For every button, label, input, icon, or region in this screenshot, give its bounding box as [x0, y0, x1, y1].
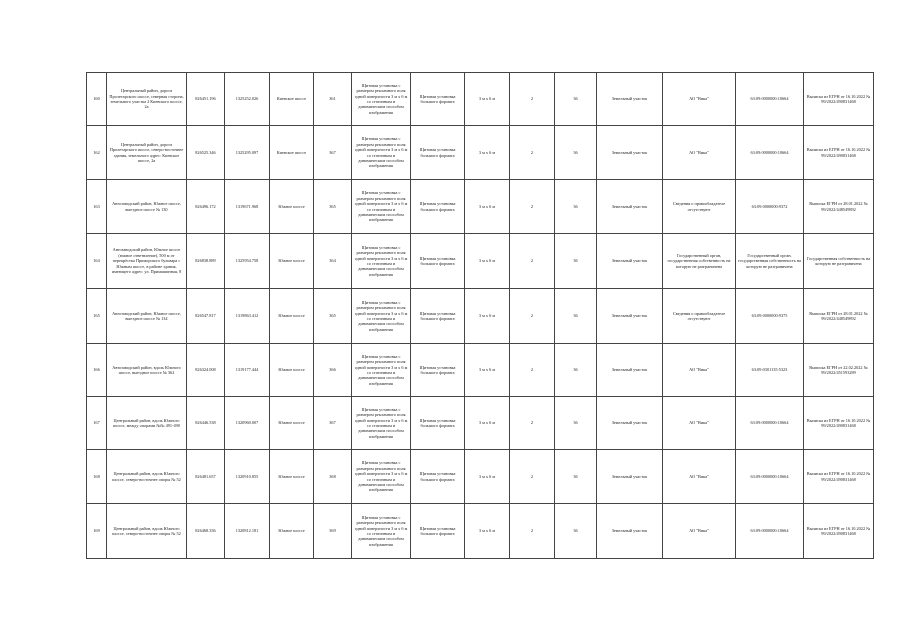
type-cell: Щитовая установка большого формата [411, 234, 465, 289]
row-number: 169 [87, 504, 107, 559]
address-cell: Центральный район, вдоль Южного шоссе, северо-восточнее опоры № 52 [107, 504, 187, 559]
km-cell: 367 [314, 126, 352, 180]
area-cell: 36 [555, 504, 597, 559]
address-cell: Центральный район, дорога Пролетарского шоссе, северо-восточнее здания, земельного адрес: Киевское шоссе, 2а [107, 126, 187, 180]
cadastral-number-cell: 63:09:0000000:10664 [736, 73, 804, 126]
km-cell: 367 [314, 397, 352, 450]
owner-cell: АО "Вика" [663, 73, 736, 126]
row-number: 167 [87, 397, 107, 450]
type-cell: Щитовая установка большого формата [411, 126, 465, 180]
address-cell: Центральный район, вдоль Южного шоссе, между опорами №№ 491-490 [107, 397, 187, 450]
land-category-cell: Земельный участок [597, 450, 663, 504]
road-cell: Киевское шоссе [270, 126, 314, 180]
coord-x-cell: 826838.889 [187, 234, 225, 289]
type-cell: Щитовая установка большого формата [411, 450, 465, 504]
area-cell: 36 [555, 344, 597, 397]
owner-cell: Государственный орган, государственная собственность на которую не разграничена [663, 234, 736, 289]
documents-cell: Выписка из ЕГРН от 16.10.2022 № 99/2022/490831468 [804, 73, 874, 126]
sides-cell: 2 [510, 397, 555, 450]
coord-y-cell: 1320910.855 [225, 450, 270, 504]
documents-cell: Выписка ЕГРН от 22.02.2022 № 99/2022/451593289 [804, 344, 874, 397]
documents-cell: Выписка из ЕГРН от 16.10.2022 № 99/2022/490831468 [804, 450, 874, 504]
coord-x-cell: 826451.196 [187, 73, 225, 126]
road-cell: Южное шоссе [270, 180, 314, 234]
spec-cell: Щитовая установка с размером рекламного поля одной поверхности 3 м x 6 м со статичным и динамическим способом изображения [352, 234, 411, 289]
coord-x-cell: 826496.172 [187, 180, 225, 234]
km-cell: 364 [314, 234, 352, 289]
owner-cell: АО "Вика" [663, 450, 736, 504]
road-cell: Южное шоссе [270, 344, 314, 397]
type-cell: Щитовая установка большого формата [411, 73, 465, 126]
spec-cell: Щитовая установка с размером рекламного поля одной поверхности 3 м x 6 м со статичным и динамическим способом изображения [352, 73, 411, 126]
cadastral-number-cell: Государственный орган, государственная собственность на которую не разграничена [736, 234, 804, 289]
address-cell: Автозаводский район, вдоль Южного шоссе, выездное шоссе № 362 [107, 344, 187, 397]
documents-cell: Государственная собственность на которую не разграничена [804, 234, 874, 289]
cadastral-number-cell: 63:09:0000000:10664 [736, 126, 804, 180]
owner-cell: Сведения о правообладателе отсутствуют [663, 180, 736, 234]
documents-cell: Выписка из ЕГРН от 16.10.2022 № 99/2022/490831468 [804, 504, 874, 559]
row-number: 168 [87, 450, 107, 504]
size-cell: 3 м x 6 м [465, 344, 510, 397]
owner-cell: Сведения о правообладателе отсутствуют [663, 289, 736, 344]
size-cell: 3 м x 6 м [465, 126, 510, 180]
address-cell: Центральный район, дорога Пролетарского шоссе, северная сторона, земельного участка 2 Киевского шоссе, 2а [107, 73, 187, 126]
size-cell: 3 м x 6 м [465, 450, 510, 504]
coord-x-cell: 826468.336 [187, 504, 225, 559]
spec-cell: Щитовая установка с размером рекламного поля одной поверхности 3 м x 6 м со статичным и динамическим способом изображения [352, 344, 411, 397]
area-cell: 36 [555, 397, 597, 450]
sides-cell: 2 [510, 504, 555, 559]
area-cell: 36 [555, 450, 597, 504]
coord-x-cell: 826525.346 [187, 126, 225, 180]
coord-y-cell: 1325252.026 [225, 73, 270, 126]
documents-cell: Выписка ЕГРН от 28.01.2022 № 99/2022/448549892 [804, 289, 874, 344]
cadastral-number-cell: 63:09:0000000:10664 [736, 504, 804, 559]
coord-x-cell: 826324.008 [187, 344, 225, 397]
road-cell: Южное шоссе [270, 289, 314, 344]
land-category-cell: Земельный участок [597, 126, 663, 180]
table-row [87, 289, 874, 344]
coord-x-cell: 826547.817 [187, 289, 225, 344]
table-row [87, 126, 874, 180]
coord-x-cell: 826481.657 [187, 450, 225, 504]
cadastral-number-cell: 63:09:0000000:10664 [736, 450, 804, 504]
sides-cell: 2 [510, 289, 555, 344]
documents-cell: Выписка из ЕГРН от 16.10.2022 № 99/2022/490831468 [804, 397, 874, 450]
sides-cell: 2 [510, 180, 555, 234]
km-cell: 361 [314, 73, 352, 126]
coord-y-cell: 1319863.412 [225, 289, 270, 344]
type-cell: Щитовая установка большого формата [411, 504, 465, 559]
owner-cell: АО "Вика" [663, 126, 736, 180]
road-cell: Южное шоссе [270, 504, 314, 559]
coord-y-cell: 1325295.097 [225, 126, 270, 180]
sides-cell: 2 [510, 344, 555, 397]
spec-cell: Щитовая установка с размером рекламного поля одной поверхности 3 м x 6 м со статичным и динамическим способом изображения [352, 504, 411, 559]
row-number: 164 [87, 234, 107, 289]
row-number: 165 [87, 289, 107, 344]
owner-cell: АО "Вика" [663, 504, 736, 559]
area-cell: 36 [555, 289, 597, 344]
sides-cell: 2 [510, 450, 555, 504]
type-cell: Щитовая установка большого формата [411, 180, 465, 234]
size-cell: 3 м x 6 м [465, 73, 510, 126]
cadastral-number-cell: 63:09:0000000:9372 [736, 180, 804, 234]
area-cell: 36 [555, 73, 597, 126]
address-cell: Автозаводский район, Южное шоссе (южное ответвление), 500 м от перекрёстка Приморского бульвара с Южным шоссе, в районе здания, имеющего адрес: ул. Примашинная, 8 [107, 234, 187, 289]
cadastral-number-cell: 63:09:0000000:9375 [736, 289, 804, 344]
table-row [87, 73, 874, 126]
spec-cell: Щитовая установка с размером рекламного поля одной поверхности 3 м x 6 м со статичным и динамическим способом изображения [352, 450, 411, 504]
spec-cell: Щитовая установка с размером рекламного поля одной поверхности 3 м x 6 м со статичным и динамическим способом изображения [352, 289, 411, 344]
size-cell: 3 м x 6 м [465, 180, 510, 234]
owner-cell: АО "Вика" [663, 344, 736, 397]
address-cell: Автозаводский район, Южное шоссе, выездное шоссе № 130 [107, 180, 187, 234]
row-number: 166 [87, 344, 107, 397]
area-cell: 36 [555, 234, 597, 289]
table-row [87, 450, 874, 504]
km-cell: 365 [314, 289, 352, 344]
address-cell: Центральный район, вдоль Южного шоссе, северо-восточнее опоры № 52 [107, 450, 187, 504]
spec-cell: Щитовая установка с размером рекламного поля одной поверхности 3 м x 6 м со статичным и динамическим способом изображения [352, 180, 411, 234]
road-cell: Южное шоссе [270, 234, 314, 289]
address-cell: Автозаводский район, Южное шоссе, выездное шоссе № 134 [107, 289, 187, 344]
row-number: 160 [87, 73, 107, 126]
km-cell: 368 [314, 450, 352, 504]
documents-cell: Выписка из ЕГРН от 16.10.2022 № 99/2022/490831468 [804, 126, 874, 180]
sides-cell: 2 [510, 126, 555, 180]
spec-cell: Щитовая установка с размером рекламного поля одной поверхности 3 м x 6 м со статичным и динамическим способом изображения [352, 397, 411, 450]
coord-y-cell: 1325954.758 [225, 234, 270, 289]
coord-y-cell: 1320812.181 [225, 504, 270, 559]
table-row [87, 234, 874, 289]
size-cell: 3 м x 6 м [465, 289, 510, 344]
land-category-cell: Земельный участок [597, 397, 663, 450]
documents-cell: Выписка ЕГРН от 28.01.2022 № 99/2022/448549892 [804, 180, 874, 234]
coord-y-cell: 1319177.444 [225, 344, 270, 397]
land-category-cell: Земельный участок [597, 504, 663, 559]
road-cell: Южное шоссе [270, 450, 314, 504]
land-category-cell: Земельный участок [597, 344, 663, 397]
spec-cell: Щитовая установка с размером рекламного поля одной поверхности 3 м x 6 м со статичным и динамическим способом изображения [352, 126, 411, 180]
coord-y-cell: 1319671.968 [225, 180, 270, 234]
row-number: 162 [87, 126, 107, 180]
land-category-cell: Земельный участок [597, 289, 663, 344]
land-category-cell: Земельный участок [597, 180, 663, 234]
land-category-cell: Земельный участок [597, 234, 663, 289]
cadastral-number-cell: 63:09:0000000:10664 [736, 397, 804, 450]
cadastral-number-cell: 63:09:0301135:5323 [736, 344, 804, 397]
sides-cell: 2 [510, 234, 555, 289]
land-category-cell: Земельный участок [597, 73, 663, 126]
type-cell: Щитовая установка большого формата [411, 289, 465, 344]
km-cell: 369 [314, 504, 352, 559]
table-row [87, 344, 874, 397]
size-cell: 3 м x 6 м [465, 504, 510, 559]
owner-cell: АО "Вика" [663, 397, 736, 450]
registry-rows [87, 73, 874, 559]
km-cell: 365 [314, 180, 352, 234]
area-cell: 36 [555, 126, 597, 180]
coord-x-cell: 826446.538 [187, 397, 225, 450]
type-cell: Щитовая установка большого формата [411, 344, 465, 397]
sides-cell: 2 [510, 73, 555, 126]
row-number: 163 [87, 180, 107, 234]
table-row [87, 397, 874, 450]
road-cell: Южное шоссе [270, 397, 314, 450]
size-cell: 3 м x 6 м [465, 234, 510, 289]
type-cell: Щитовая установка большого формата [411, 397, 465, 450]
table-row [87, 180, 874, 234]
coord-y-cell: 1320960.007 [225, 397, 270, 450]
area-cell: 36 [555, 180, 597, 234]
registry-table [86, 72, 874, 559]
road-cell: Киевское шоссе [270, 73, 314, 126]
size-cell: 3 м x 6 м [465, 397, 510, 450]
km-cell: 366 [314, 344, 352, 397]
table-row [87, 504, 874, 559]
